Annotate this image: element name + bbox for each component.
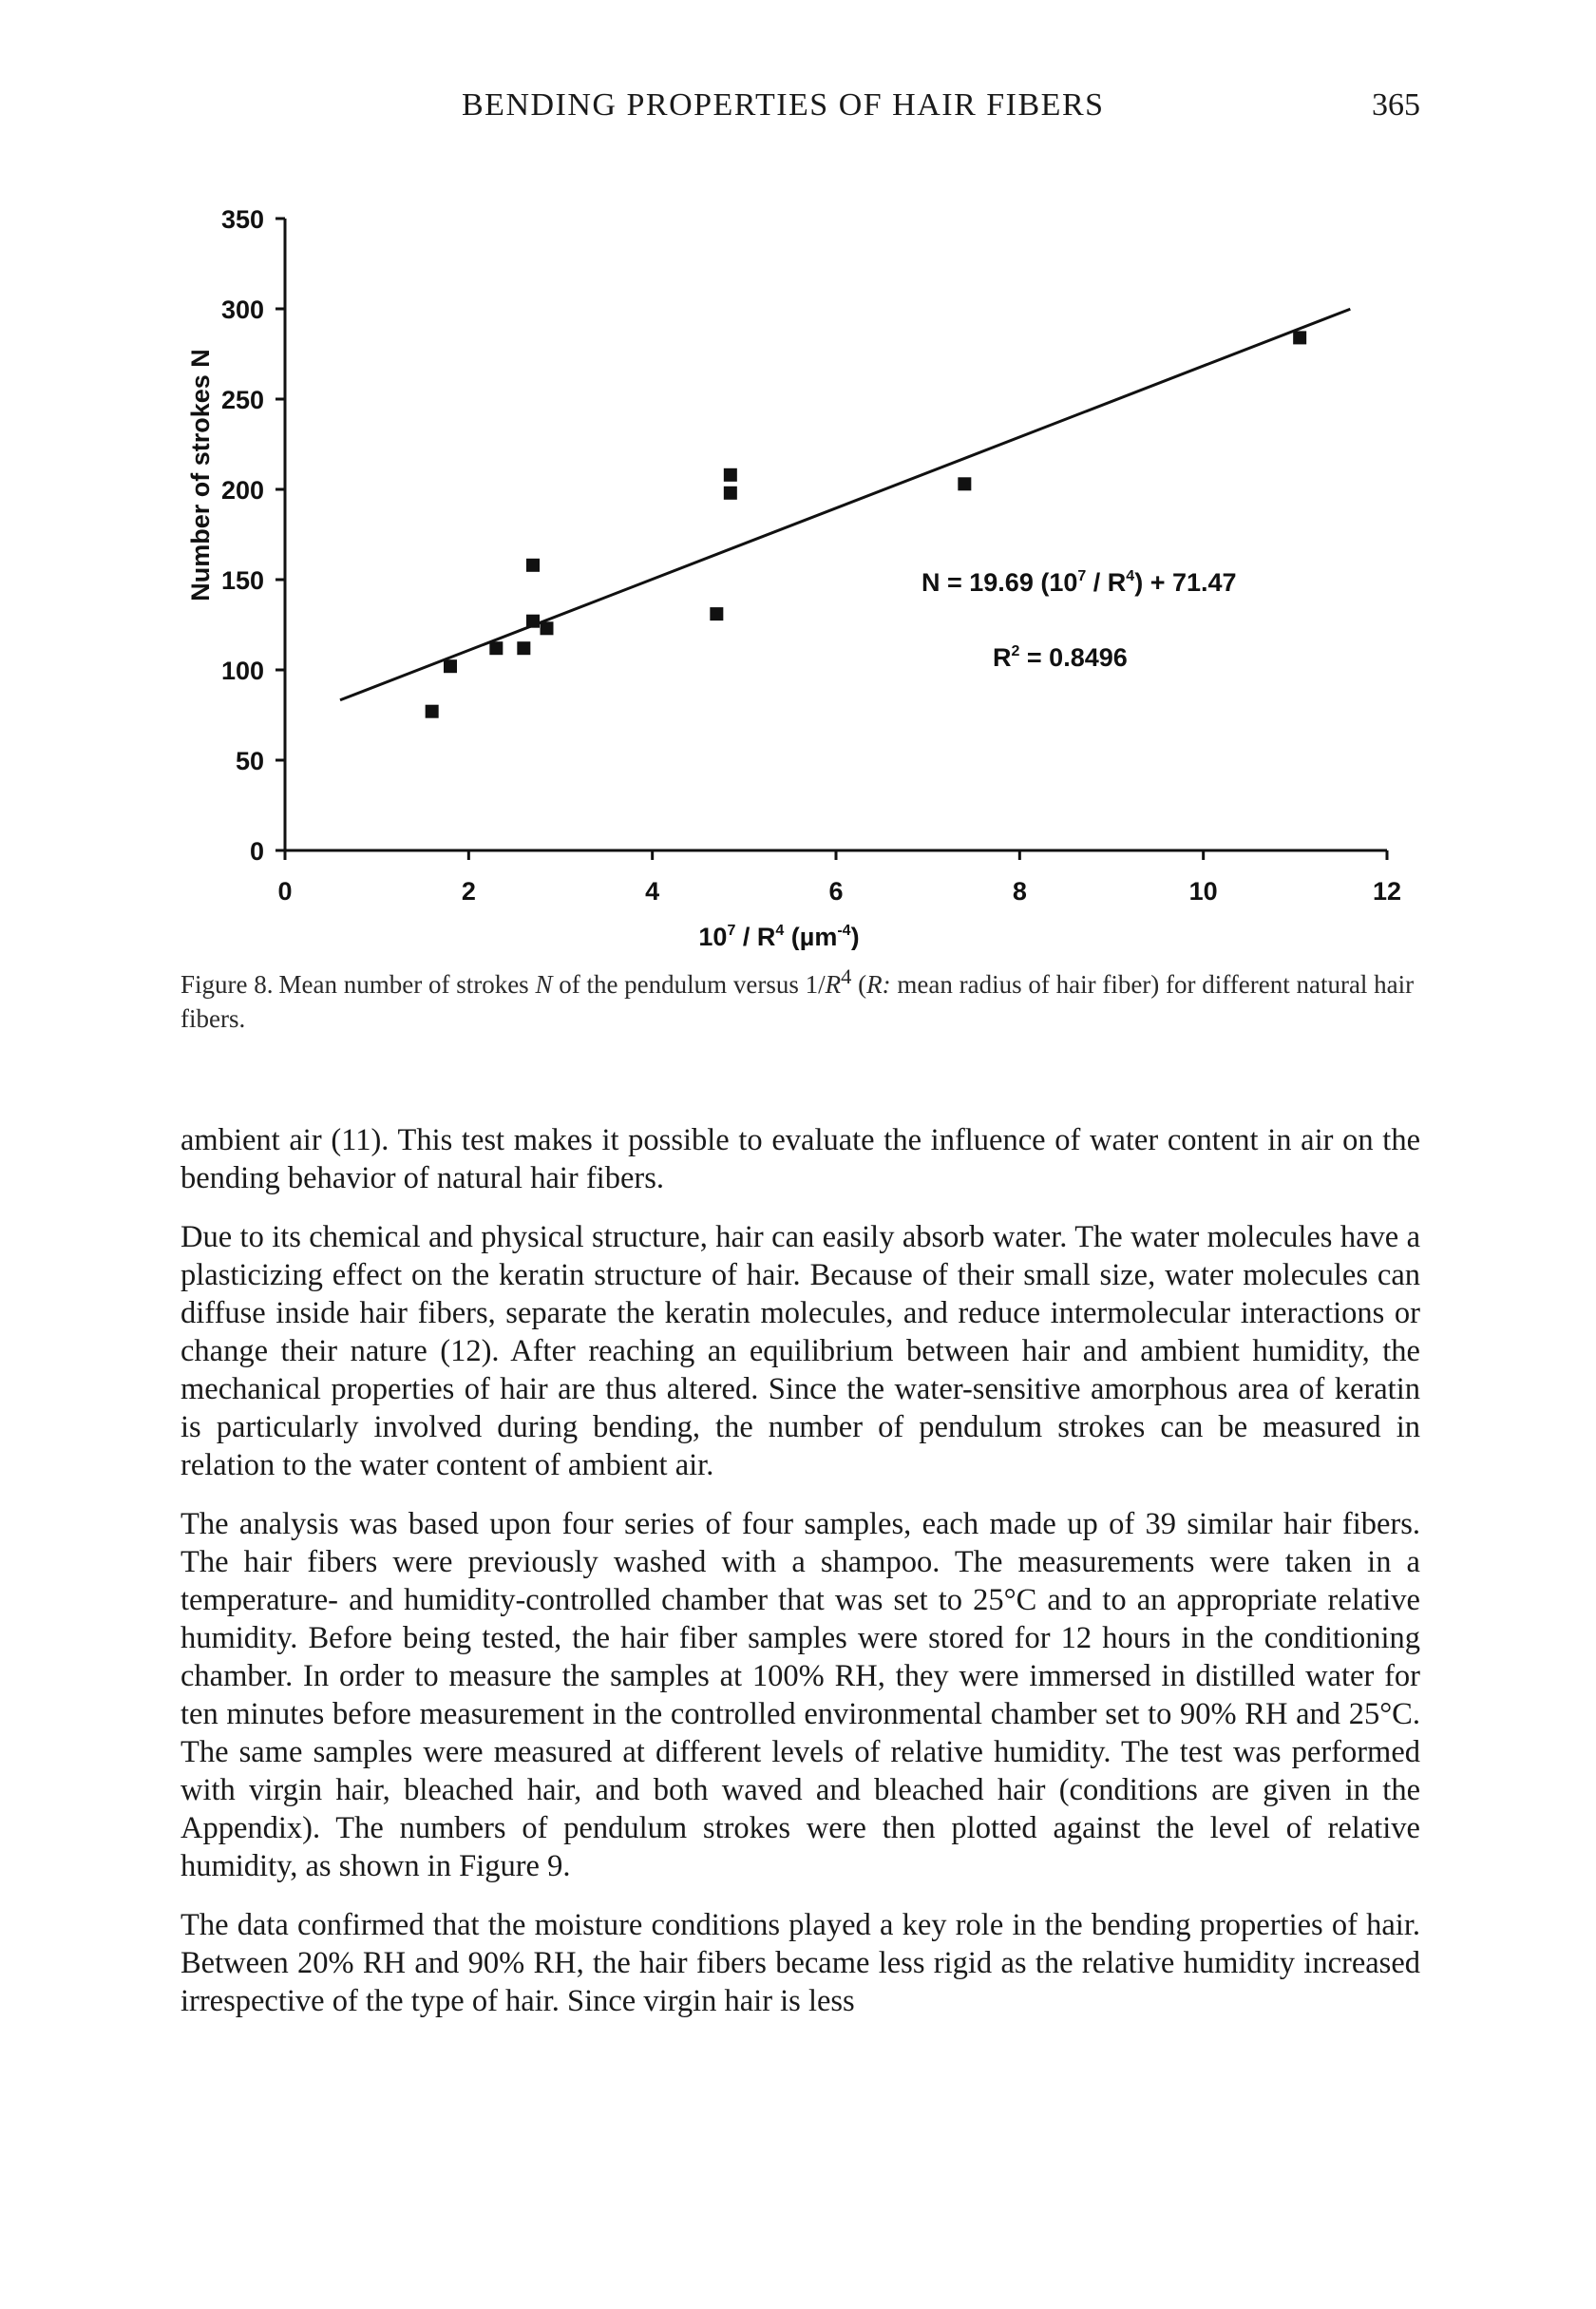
x-axis-label: $10^7 / R^4$ (µm$^{-4}$) bbox=[698, 923, 860, 950]
data-point bbox=[724, 487, 737, 500]
paragraph-4: The data confirmed that the moisture conditions played a key role in the bending properties of hair. Between 20% RH and 90% RH, the hair fibers became less rigid as the relative humidity increased irrespective of the type of hair. Since virgin hair is less bbox=[180, 1908, 1420, 2018]
fit-equation: N = 19.69 $(10^7 / R^4) + 71.47$ bbox=[922, 568, 1237, 597]
paragraph-2: Due to its chemical and physical structure, hair can easily absorb water. The water molecules have a plasticizing effect on the keratin structure of hair. Because of their small size, water molecules can diffuse inside hair fibers, separate the keratin molecules, and reduce intermolecular interactions or change their nature (12). After reaching an equilibrium between hair and ambient humidity, the mechanical properties of hair are thus altered. Since the water-sensitive amorphous area of keratin is particularly involved during bending, the number of pendulum strokes can be measured in relation to the water content of ambient air. bbox=[180, 1220, 1420, 1482]
data-point bbox=[958, 477, 971, 490]
data-point bbox=[517, 641, 530, 655]
y-tick-label: 100 bbox=[220, 657, 264, 685]
data-point bbox=[444, 659, 457, 673]
data-point bbox=[489, 641, 503, 655]
page-header bbox=[0, 87, 1596, 144]
x-tick-label: 2 bbox=[461, 877, 476, 906]
paragraph-1: ambient air (11). This test makes it possible to evaluate the influence of water content in air on the bending behavior of natural hair fibers. bbox=[180, 1123, 1420, 1195]
data-point bbox=[541, 621, 554, 635]
running-head: BENDING PROPERTIES OF HAIR FIBERS bbox=[462, 87, 1105, 123]
data-point bbox=[426, 705, 439, 718]
data-point bbox=[526, 559, 540, 572]
x-tick-label: 10 bbox=[1188, 877, 1218, 906]
y-tick-label: 350 bbox=[220, 205, 264, 234]
data-points bbox=[426, 331, 1307, 717]
body-text bbox=[180, 1121, 1420, 2041]
x-tick-label: 8 bbox=[1012, 877, 1027, 906]
data-point bbox=[710, 607, 723, 620]
caption-label: Figure 8. bbox=[180, 970, 274, 999]
y-tick-label: 50 bbox=[235, 747, 264, 775]
x-tick-label: 0 bbox=[277, 877, 293, 906]
r-squared: $R^2 = 0.8496$ bbox=[993, 643, 1128, 672]
y-tick-label: 200 bbox=[220, 476, 264, 505]
x-axis-ticks bbox=[277, 850, 1401, 906]
page-number: 365 bbox=[1372, 87, 1420, 123]
data-point bbox=[1293, 331, 1306, 344]
y-axis-label: Number of strokes N bbox=[186, 349, 215, 601]
x-tick-label: 12 bbox=[1372, 877, 1402, 906]
data-point bbox=[724, 468, 737, 482]
figure-8-chart bbox=[162, 181, 1454, 950]
y-tick-label: 150 bbox=[220, 566, 264, 595]
y-tick-label: 250 bbox=[220, 386, 264, 414]
y-tick-label: 0 bbox=[249, 837, 264, 866]
figure-caption: Figure 8. Mean number of strokes N of the pendulum versus $1/R^4$ (R: mean radius of hair fiber) for different natural hair fibers. bbox=[180, 964, 1415, 1033]
x-tick-label: 6 bbox=[828, 877, 844, 906]
paragraph-3: The analysis was based upon four series of four samples, each made up of 39 similar hair fibers. The hair fibers were previously washed with a shampoo. The measurements were taken in a temperature- and humidity-controlled chamber that was set to 25°C and to an appropriate relative humidity. Before being tested, the hair fiber samples were stored for 12 hours in the conditioning chamber. In order to measure the samples at 100% RH, they were immersed in distilled water for ten minutes before measurement in the controlled environmental chamber set to 90% RH and 25°C. The same samples were measured at different levels of relative humidity. The test was performed with virgin hair, bleached hair, and both waved and bleached hair (conditions are given in the Appendix). The numbers of pendulum strokes were then plotted against the level of relative humidity, as shown in Figure 9. bbox=[180, 1507, 1420, 1883]
y-tick-label: 300 bbox=[220, 296, 264, 324]
x-tick-label: 4 bbox=[645, 877, 660, 906]
y-axis-ticks bbox=[221, 205, 285, 866]
regression-line bbox=[340, 309, 1350, 700]
data-point bbox=[526, 615, 540, 628]
